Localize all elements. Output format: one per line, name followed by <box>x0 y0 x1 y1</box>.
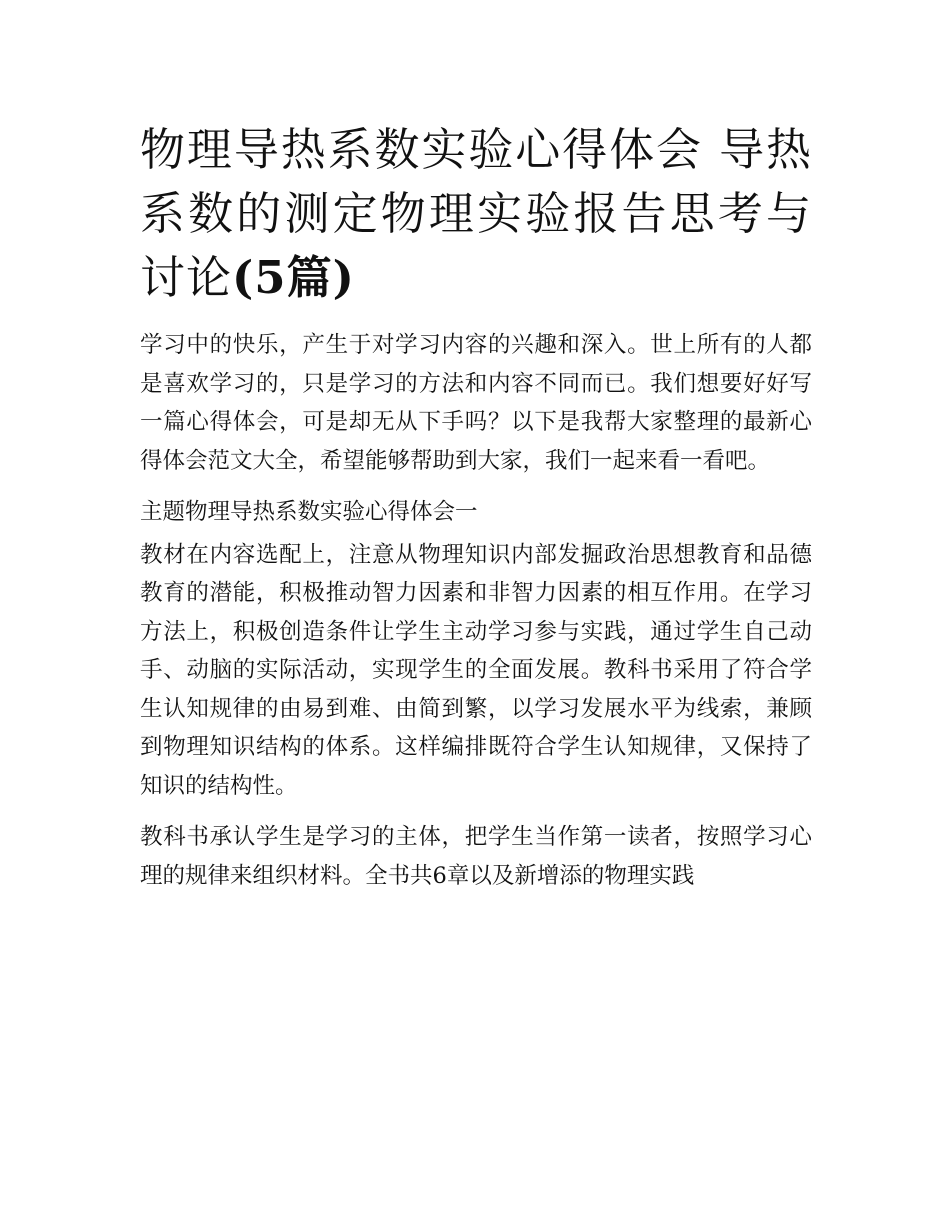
document-title-main: 物理导热系数实验心得体会 导热系数的测定物理实验报告思考与讨论 <box>140 123 812 304</box>
document-title-suffix: (5篇) <box>232 251 355 304</box>
body-paragraph-1: 教材在内容选配上，注意从物理知识内部发掘政治思想教育和品德教育的潜能，积极推动智力因素和非智力因素的相互作用。在学习方法上，积极创造条件让学生主动学习参与实践，通过学生自己动手、动脑的实际活动，实现学生的全面发展。教科书采用了符合学生认知规律的由易到难、由简到繁，以学习发展水平为线索，兼顾到物理知识结构的体系。这样编排既符合学生认知规律，又保持了知识的结构性。 <box>140 541 812 799</box>
body-paragraph-2: 教科书承认学生是学习的主体，把学生当作第一读者，按照学习心理的规律来组织材料。全书共6章以及新增添的物理实践 <box>140 824 812 889</box>
intro-paragraph: 学习中的快乐，产生于对学习内容的兴趣和深入。世上所有的人都是喜欢学习的，只是学习的方法和内容不同而已。我们想要好好写一篇心得体会，可是却无从下手吗？以下是我帮大家整理的最新心得体会范文大全，希望能够帮助到大家，我们一起来看一看吧。 <box>140 332 812 474</box>
document-body <box>140 118 812 908</box>
section-heading: 主题物理导热系数实验心得体会一 <box>140 499 478 525</box>
document-title <box>140 118 812 310</box>
